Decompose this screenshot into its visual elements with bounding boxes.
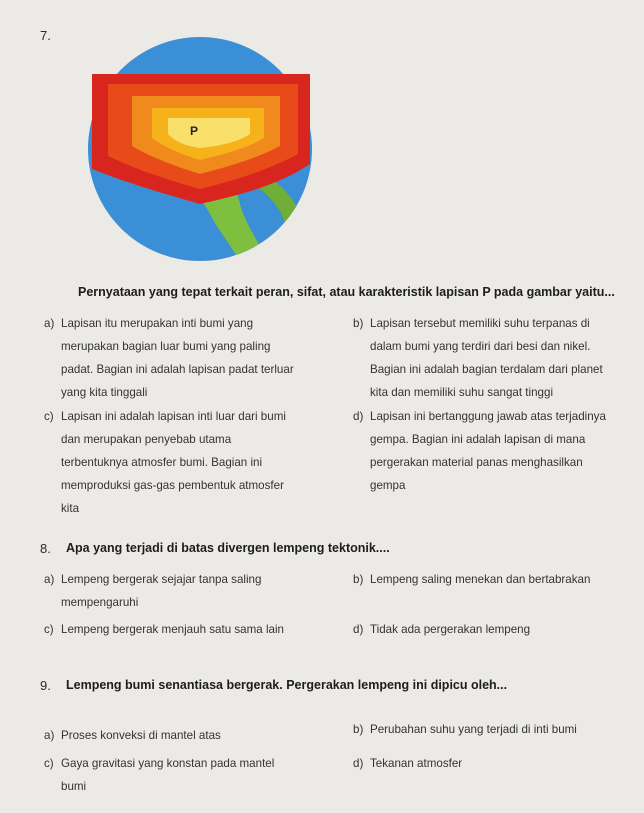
option-letter: d) xyxy=(353,623,364,636)
question-7-option-d[interactable]: d) Lapisan ini bertanggung jawab atas terjadinya gempa. Bagian ini adalah lapisan di mana pergerakan material panas menghasilkan gempa xyxy=(353,405,643,497)
option-letter: b) xyxy=(353,723,364,736)
option-letter: c) xyxy=(44,757,54,770)
question-8-text: Apa yang terjadi di batas divergen lempeng tektonik.... xyxy=(66,541,390,555)
question-7-number: 7. xyxy=(40,28,51,43)
option-letter: a) xyxy=(44,729,55,742)
earth-layers-diagram xyxy=(70,34,330,264)
question-7-text: Pernyataan yang tepat terkait peran, sifat, atau karakteristik lapisan P pada gambar yaitu... xyxy=(78,285,615,299)
option-letter: a) xyxy=(44,573,55,586)
question-7-option-c[interactable]: c) Lapisan ini adalah lapisan inti luar dari bumi dan merupakan penyebab utama terbentuknya atmosfer bumi. Bagian ini memproduksi gas-gas pembentuk atmosfer kita xyxy=(44,405,314,520)
question-9-option-b[interactable]: b) Perubahan suhu yang terjadi di inti bumi xyxy=(353,718,643,741)
layer-p-label: P xyxy=(190,124,199,138)
option-letter: d) xyxy=(353,410,364,423)
question-8-option-c[interactable]: c) Lempeng bergerak menjauh satu sama lain xyxy=(44,618,314,641)
question-9-option-d[interactable]: d) Tekanan atmosfer xyxy=(353,752,643,775)
question-7-option-a[interactable]: a) Lapisan itu merupakan inti bumi yang merupakan bagian luar bumi yang paling padat. Bagian ini adalah lapisan padat terluar yang kita tinggali xyxy=(44,312,314,404)
option-letter: b) xyxy=(353,317,364,330)
option-letter: d) xyxy=(353,757,364,770)
question-8-option-d[interactable]: d) Tidak ada pergerakan lempeng xyxy=(353,618,643,641)
question-7-option-b[interactable]: b) Lapisan tersebut memiliki suhu terpanas di dalam bumi yang terdiri dari besi dan nikel. Bagian ini adalah bagian terdalam dari planet kita dan memiliki suhu sangat tinggi xyxy=(353,312,643,404)
option-letter: c) xyxy=(44,623,54,636)
question-8-number: 8. xyxy=(40,541,51,556)
question-9-option-c[interactable]: c) Gaya gravitasi yang konstan pada mantel bumi xyxy=(44,752,314,798)
question-8-option-a[interactable]: a) Lempeng bergerak sejajar tanpa saling mempengaruhi xyxy=(44,568,314,614)
question-8-option-b[interactable]: b) Lempeng saling menekan dan bertabrakan xyxy=(353,568,643,591)
option-letter: c) xyxy=(44,410,54,423)
option-letter: a) xyxy=(44,317,55,330)
option-letter: b) xyxy=(353,573,364,586)
question-9-number: 9. xyxy=(40,678,51,693)
question-9-option-a[interactable]: a) Proses konveksi di mantel atas xyxy=(44,724,314,747)
question-9-text: Lempeng bumi senantiasa bergerak. Pergerakan lempeng ini dipicu oleh... xyxy=(66,678,508,692)
